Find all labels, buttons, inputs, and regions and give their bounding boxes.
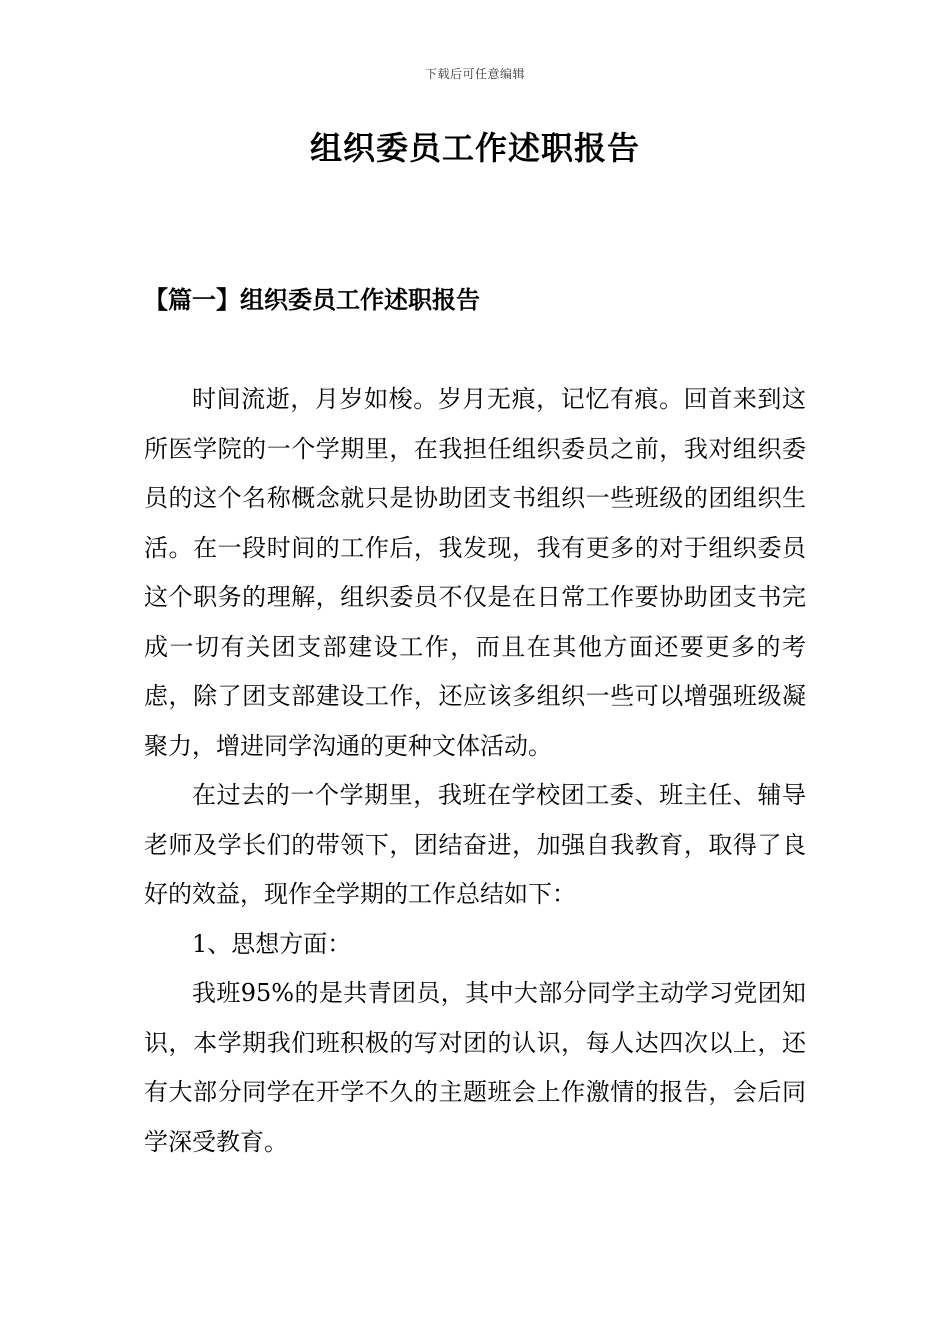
section-heading: 【篇一】组织委员工作述职报告: [144, 285, 480, 314]
paragraph-thought: 我班95%的是共青团员，其中大部分同学主动学习党团知识，本学期我们班积极的写对团的认识，每人达四次以上，还有大部分同学在开学不久的主题班会上作激情的报告，会后同学深受教育。: [144, 979, 806, 1156]
paragraph-item-heading: 1、思想方面：: [192, 929, 352, 958]
paragraph-summary: 在过去的一个学期里，我班在学校团工委、班主任、辅导老师及学长们的带领下，团结奋进，加强自我教育，取得了良好的效益，现作全学期的工作总结如下：: [144, 781, 806, 908]
document-title: 组织委员工作述职报告: [309, 129, 640, 167]
paragraph-intro: 时间流逝，月岁如梭。岁月无痕，记忆有痕。回首来到这所医学院的一个学期里，在我担任组织委员之前，我对组织委员的这个名称概念就只是协助团支书组织一些班级的团组织生活。在一段时间的工作后，我发现，我有更多的对于组织委员这个职务的理解，组织委员不仅是在日常工作要协助团支书完成一切有关团支部建设工作，而且在其他方面还要更多的考虑，除了团支部建设工作，还应该多组织一些可以增强班级凝聚力，增进同学沟通的更种文体活动。: [144, 385, 806, 760]
body-text: [144, 375, 806, 1167]
header-note: 下载后可任意编辑: [424, 67, 525, 81]
